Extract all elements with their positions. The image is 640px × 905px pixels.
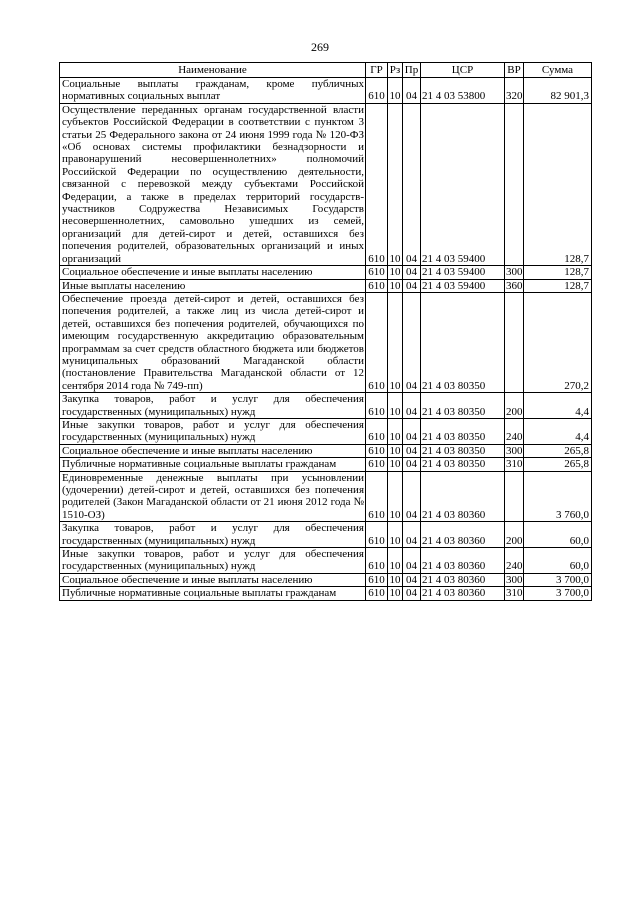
row-vr: 360	[506, 279, 523, 292]
row-amount: 60,0	[524, 522, 592, 548]
table-row	[60, 103, 592, 265]
row-name: Иные закупки товаров, работ и услуг для обеспечения государственных (муниципальных) нужд	[60, 418, 366, 444]
row-csr: 21 4 03 80350	[421, 458, 505, 471]
row-amount: 4,4	[524, 418, 592, 444]
row-csr: 21 4 03 80350	[421, 393, 505, 419]
row-amount: 4,4	[524, 393, 592, 419]
row-csr: 21 4 03 80360	[421, 471, 505, 522]
header-gr: ГР	[366, 63, 388, 78]
row-csr: 21 4 03 53800	[421, 78, 505, 104]
row-name: Социальные выплаты гражданам, кроме публичных нормативных социальных выплат	[60, 78, 366, 104]
row-name: Единовременные денежные выплаты при усыновлении (удочерении) детей-сирот и детей, оставшихся без попечения родителей (Закон Магаданской области от 21 июня 2012 года № 1510-ОЗ)	[60, 471, 366, 522]
table-row	[60, 548, 592, 574]
row-vr: 240	[505, 418, 524, 444]
row-rz: 10	[388, 548, 403, 574]
header-csr: ЦСР	[421, 63, 505, 78]
table-row	[60, 471, 592, 522]
row-name: Обеспечение проезда детей-сирот и детей, оставшихся без попечения родителей, а также лиц из числа детей-сирот и детей, оставшихся без попечения родителей, обучающихся по имеющим государственную аккредитацию образовательным программам за счет средств областного бюджета или бюджетов муниципальных образований Магаданской области (постановление Правительства Магаданской области от 12 сентября 2014 года № 749-пп)	[60, 292, 366, 392]
row-name: Социальное обеспечение и иные выплаты населению	[60, 573, 366, 586]
row-pr: 04	[403, 279, 421, 292]
row-rz: 10	[389, 573, 401, 586]
row-pr: 04	[403, 548, 421, 574]
row-amount: 60,0	[524, 548, 592, 574]
row-pr: 04	[403, 393, 421, 419]
row-gr: 610	[366, 279, 388, 292]
row-amount: 128,7	[524, 103, 592, 265]
row-pr: 04	[403, 471, 421, 522]
row-vr: 300	[506, 444, 523, 457]
row-vr: 300	[506, 266, 523, 279]
row-csr: 21 4 03 59400	[421, 279, 505, 292]
row-amount: 82 901,3	[524, 78, 592, 104]
row-csr: 21 4 03 80350	[421, 292, 505, 392]
row-name: Социальное обеспечение и иные выплаты населению	[60, 266, 366, 279]
table-row	[60, 573, 592, 586]
row-rz: 10	[389, 458, 401, 471]
table-row	[60, 418, 592, 444]
row-csr: 21 4 03 59400	[421, 266, 505, 279]
row-pr: 04	[403, 458, 421, 471]
row-pr: 04	[403, 587, 421, 600]
row-name: Осуществление переданных органам государственной власти субъектов Российской Федерации в соответствии с пунктом 3 статьи 25 Федерального закона от 24 июня 1999 года № 120-ФЗ «Об основах системы профилактики безнадзорности и правонарушений несовершеннолетних» полномочий Российской Федерации по осуществлению деятельности, связанной с перевозкой между субъектами Российской Федерации, а также в пределах территорий государств-участников Содружества Независимых Государств несовершеннолетних, самовольно ушедших из семей, организаций для детей-сирот и детей, оставшихся без попечения родителей, образовательных организаций и иных организаций	[60, 103, 366, 265]
row-csr: 21 4 03 80350	[421, 418, 505, 444]
row-csr: 21 4 03 80360	[421, 522, 505, 548]
row-pr: 04	[403, 522, 421, 548]
row-gr: 610	[366, 522, 388, 548]
row-vr: 310	[506, 458, 523, 471]
row-rz: 10	[388, 292, 403, 392]
table-row	[60, 522, 592, 548]
row-name: Социальное обеспечение и иные выплаты населению	[60, 444, 366, 457]
row-rz: 10	[389, 444, 401, 457]
row-gr: 610	[366, 444, 388, 457]
row-csr: 21 4 03 80360	[421, 573, 505, 586]
row-name: Иные выплаты населению	[60, 279, 366, 292]
row-vr	[505, 292, 524, 392]
row-gr: 610	[366, 103, 388, 265]
row-gr: 610	[366, 292, 388, 392]
row-rz: 10	[388, 78, 403, 104]
row-amount: 265,8	[524, 458, 592, 471]
row-amount: 265,8	[524, 444, 592, 457]
row-csr: 21 4 03 59400	[421, 103, 505, 265]
row-vr: 240	[505, 548, 524, 574]
row-pr: 04	[403, 103, 421, 265]
row-amount: 128,7	[524, 266, 592, 279]
row-gr: 610	[366, 573, 388, 586]
row-amount: 3 700,0	[524, 587, 592, 600]
row-gr: 610	[366, 548, 388, 574]
row-rz: 10	[388, 471, 403, 522]
row-rz: 10	[389, 587, 401, 600]
table-header-row	[60, 63, 592, 78]
row-name: Публичные нормативные социальные выплаты гражданам	[60, 458, 366, 471]
table-row	[60, 266, 592, 279]
table-row	[60, 78, 592, 104]
header-vr: ВР	[505, 63, 524, 78]
table-row	[60, 393, 592, 419]
row-rz: 10	[388, 103, 403, 265]
row-gr: 610	[366, 266, 388, 279]
row-csr: 21 4 03 80350	[421, 444, 505, 457]
row-amount: 3 760,0	[524, 471, 592, 522]
row-rz: 10	[388, 393, 403, 419]
table-row	[60, 279, 592, 292]
row-rz: 10	[389, 279, 401, 292]
budget-table	[59, 62, 592, 601]
row-gr: 610	[366, 78, 388, 104]
row-name: Иные закупки товаров, работ и услуг для обеспечения государственных (муниципальных) нужд	[60, 548, 366, 574]
row-gr: 610	[366, 418, 388, 444]
row-vr: 200	[505, 522, 524, 548]
row-gr: 610	[366, 587, 388, 600]
header-name: Наименование	[60, 63, 366, 78]
row-vr: 310	[506, 587, 523, 600]
header-pr: Пр	[403, 63, 421, 78]
table-row	[60, 292, 592, 392]
header-amount: Сумма	[524, 63, 592, 78]
row-gr: 610	[366, 458, 388, 471]
row-pr: 04	[403, 292, 421, 392]
row-name: Публичные нормативные социальные выплаты гражданам	[60, 587, 366, 600]
row-rz: 10	[388, 418, 403, 444]
row-name: Закупка товаров, работ и услуг для обеспечения государственных (муниципальных) нужд	[60, 522, 366, 548]
row-amount: 270,2	[524, 292, 592, 392]
row-rz: 10	[389, 266, 401, 279]
row-vr: 200	[505, 393, 524, 419]
row-vr	[505, 471, 524, 522]
table-row	[60, 444, 592, 457]
header-rz: Рз	[388, 63, 403, 78]
row-vr: 300	[506, 573, 523, 586]
table-body	[60, 78, 592, 601]
row-gr: 610	[366, 471, 388, 522]
row-amount: 128,7	[524, 279, 592, 292]
row-pr: 04	[403, 78, 421, 104]
row-name: Закупка товаров, работ и услуг для обеспечения государственных (муниципальных) нужд	[60, 393, 366, 419]
row-gr: 610	[366, 393, 388, 419]
row-pr: 04	[403, 573, 421, 586]
row-rz: 10	[388, 522, 403, 548]
row-csr: 21 4 03 80360	[421, 548, 505, 574]
row-csr: 21 4 03 80360	[421, 587, 505, 600]
row-vr	[505, 103, 524, 265]
row-pr: 04	[403, 444, 421, 457]
table-row	[60, 458, 592, 471]
row-amount: 3 700,0	[524, 573, 592, 586]
table-row	[60, 587, 592, 600]
row-pr: 04	[403, 418, 421, 444]
row-pr: 04	[403, 266, 421, 279]
page-number: 269	[311, 40, 329, 54]
row-vr: 320	[505, 78, 524, 104]
